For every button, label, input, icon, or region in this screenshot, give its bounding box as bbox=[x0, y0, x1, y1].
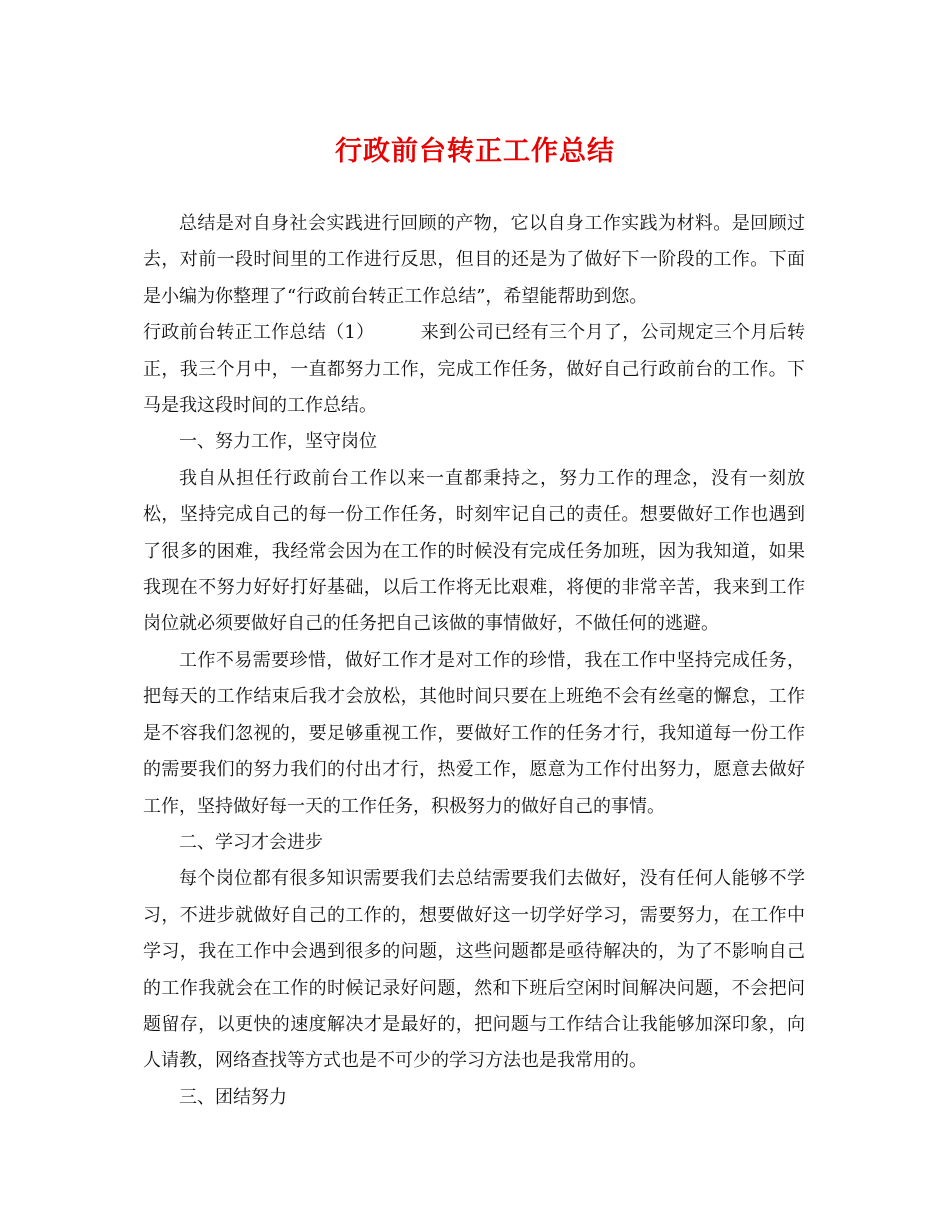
intro-paragraph: 总结是对自身社会实践进行回顾的产物，它以自身工作实践为材料。是回顾过去，对前一段时间里的工作进行反思，但目的还是为了做好下一阶段的工作。下面是小编为你整理了“行政前台转正工作总结”，希望能帮助到您。 bbox=[143, 213, 805, 307]
section-heading: 三、团结努力 bbox=[179, 1086, 287, 1108]
body-paragraph: 我自从担任行政前台工作以来一直都秉持之，努力工作的理念，没有一刻放松，坚持完成自己的每一份工作任务，时刻牢记自己的责任。想要做好工作也遇到了很多的困难，我经常会因为在工作的时候没有完成任务加班，因为我知道，如果我现在不努力好好打好基础，以后工作将无比艰难，将便的非常辛苦，我来到工作岗位就必须要做好自己的任务把自己该做的事情做好，不做任何的逃避。 bbox=[143, 467, 805, 635]
document-title: 行政前台转正工作总结 bbox=[335, 136, 615, 167]
body-paragraph: 每个岗位都有很多知识需要我们去总结需要我们去做好，没有任何人能够不学习，不进步就做好自己的工作的，想要做好这一切学好学习，需要努力，在工作中学习，我在工作中会遇到很多的问题，这些问题都是亟待解决的，为了不影响自己的工作我就会在工作的时候记录好问题，然和下班后空闲时间解决问题，不会把问题留存，以更快的速度解决才是最好的，把问题与工作结合让我能够加深印象，向人请教，网络查找等方式也是不可少的学习方法也是我常用的。 bbox=[143, 868, 805, 1072]
article-label: 行政前台转正工作总结（1） bbox=[143, 322, 375, 344]
body-paragraph: 工作不易需要珍惜，做好工作才是对工作的珍惜，我在工作中坚持完成任务，把每天的工作结束后我才会放松，其他时间只要在上班绝不会有丝毫的懈怠，工作是不容我们忽视的，要足够重视工作，要做好工作的任务才行，我知道每一份工作的需要我们的努力我们的付出才行，热爱工作，愿意为工作付出努力，愿意去做好工作，坚持做好每一天的工作任务，积极努力的做好自己的事情。 bbox=[143, 649, 805, 817]
article-opening-text: 来到公司已经有三个月了，公司规定三个月后转正，我三个月中，一直都努力工作，完成工作任务，做好自己行政前台的工作。下马是我这段时间的工作总结。 bbox=[143, 322, 805, 417]
section-heading: 二、学习才会进步 bbox=[179, 831, 323, 853]
document-body bbox=[143, 206, 805, 1116]
section-heading: 一、努力工作，坚守岗位 bbox=[179, 431, 377, 453]
article-opening-paragraph bbox=[143, 315, 805, 424]
